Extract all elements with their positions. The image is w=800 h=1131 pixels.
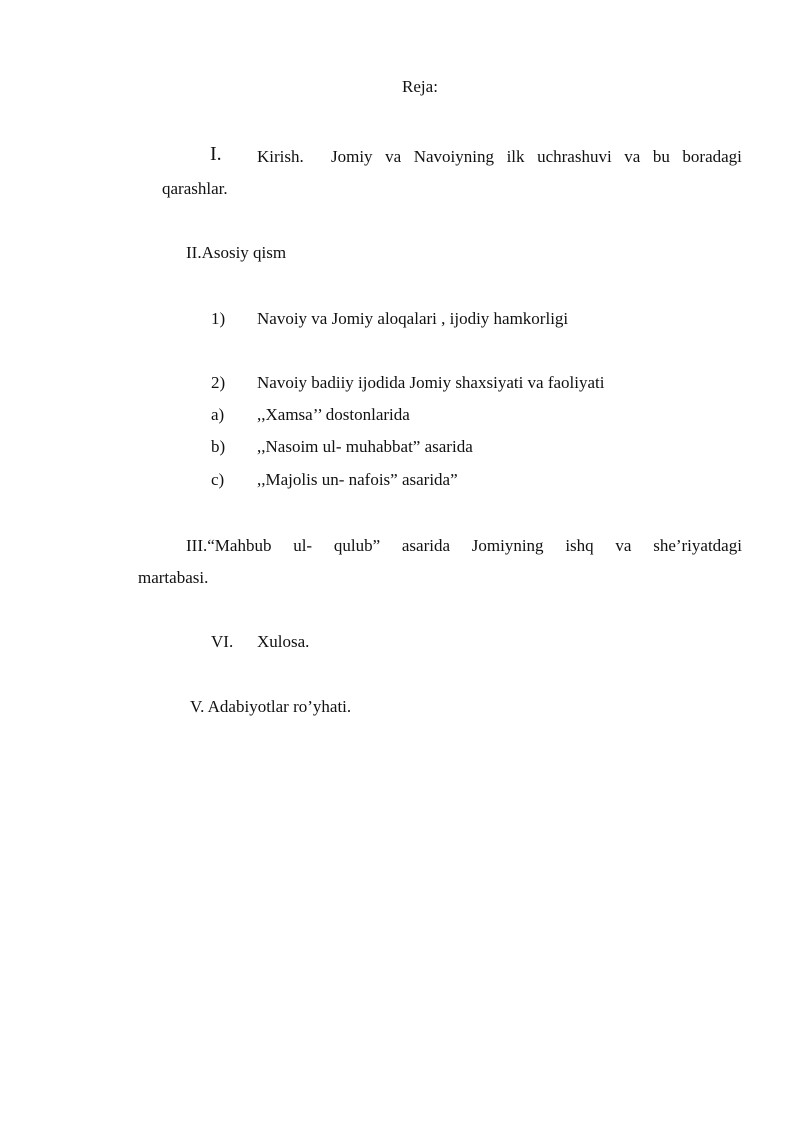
intro-word: ilk bbox=[506, 147, 525, 166]
list-item: Navoiy va Jomiy aloqalari , ijodiy hamkorligi bbox=[257, 309, 569, 328]
sublist-marker: b) bbox=[211, 437, 226, 456]
intro-word: va bbox=[624, 147, 641, 166]
sublist-item: ,,Xamsa’’ dostonlarida bbox=[257, 405, 410, 424]
list-marker: 1) bbox=[211, 309, 226, 328]
references-heading: V. Adabiyotlar ro’yhati. bbox=[190, 697, 352, 716]
list-marker: 2) bbox=[211, 373, 226, 392]
list-item: Navoiy badiiy ijodida Jomiy shaxsiyati va faoliyati bbox=[257, 373, 605, 392]
section3-continuation: martabasi. bbox=[138, 568, 209, 587]
sublist-marker: c) bbox=[211, 470, 225, 489]
sublist-marker: a) bbox=[211, 405, 225, 424]
intro-word: boradagi bbox=[682, 147, 742, 166]
intro-word: Jomiy bbox=[331, 147, 373, 166]
section3-word: qulub” bbox=[333, 536, 381, 555]
conclusion-numeral: VI. bbox=[211, 632, 234, 651]
intro-label: Kirish. bbox=[257, 147, 304, 166]
section3-line bbox=[186, 536, 742, 556]
intro-word: Navoiyning bbox=[413, 147, 495, 166]
sublist-item: ,,Majolis un- nafois” asarida” bbox=[257, 470, 458, 489]
intro-numeral: I. bbox=[210, 143, 222, 165]
section3-word: va bbox=[615, 536, 632, 555]
conclusion-text: Xulosa. bbox=[257, 632, 310, 651]
intro-line bbox=[331, 147, 742, 167]
section3-word: ishq bbox=[565, 536, 594, 555]
intro-word: uchrashuvi bbox=[537, 147, 612, 166]
main-section-heading: II.Asosiy qism bbox=[186, 243, 287, 262]
intro-word: va bbox=[385, 147, 402, 166]
section3-word: asarida bbox=[401, 536, 451, 555]
intro-word: bu bbox=[652, 147, 670, 166]
sublist-item: ,,Nasoim ul- muhabbat” asarida bbox=[257, 437, 473, 456]
intro-continuation: qarashlar. bbox=[162, 179, 228, 198]
section3-word: ul- bbox=[293, 536, 313, 555]
page-title: Reja: bbox=[402, 77, 438, 96]
section3-word: she’riyatdagi bbox=[653, 536, 742, 555]
section3-word: III.“Mahbub bbox=[186, 536, 272, 555]
section3-word: Jomiyning bbox=[471, 536, 544, 555]
